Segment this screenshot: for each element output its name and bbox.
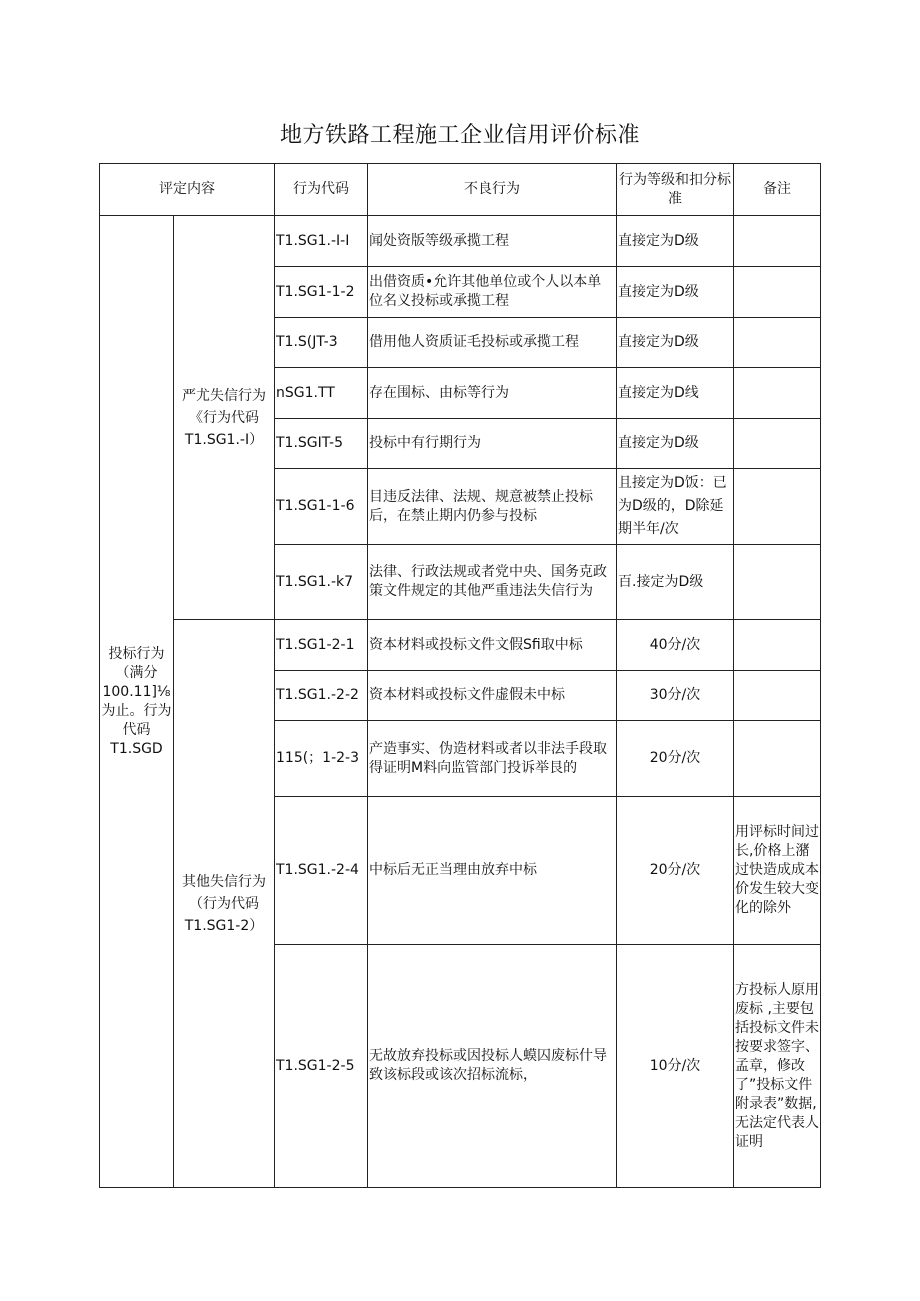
code-cell: T1.SG1.-I-I bbox=[275, 216, 368, 267]
remark-cell bbox=[734, 419, 821, 469]
header-code: 行为代码 bbox=[275, 164, 368, 216]
category-cell: 投标行为（满分100.11]⅛为止。行为代码T1.SGD bbox=[100, 216, 174, 1188]
code-cell: T1.SG1-2-5 bbox=[275, 945, 368, 1188]
remark-cell bbox=[734, 318, 821, 368]
code-cell: nSG1.TT bbox=[275, 368, 368, 419]
behavior-cell: 产造事实、伪造材料或者以非法手段取得证明M料向监管部门投诉举艮的 bbox=[368, 721, 617, 797]
code-cell: T1.SG1-1-2 bbox=[275, 267, 368, 318]
code-cell: T1.SG1-1-6 bbox=[275, 469, 368, 545]
grade-cell: 10分/次 bbox=[617, 945, 734, 1188]
grade-cell: 20分/次 bbox=[617, 797, 734, 945]
code-cell: T1.SG1-2-1 bbox=[275, 620, 368, 671]
behavior-cell: 目违反法律、法规、规意被禁止投标后，在禁止期内仍参与投标 bbox=[368, 469, 617, 545]
header-remark: 备注 bbox=[734, 164, 821, 216]
credit-evaluation-table bbox=[99, 163, 821, 1188]
remark-cell bbox=[734, 216, 821, 267]
behavior-cell: 资本材料或投标文件文假Sfi取中标 bbox=[368, 620, 617, 671]
behavior-cell: 资本材料或投标文件虚假未中标 bbox=[368, 671, 617, 721]
header-behavior: 不良行为 bbox=[368, 164, 617, 216]
remark-cell bbox=[734, 721, 821, 797]
grade-cell: 直接定为D线 bbox=[617, 368, 734, 419]
table-row bbox=[100, 620, 821, 671]
document-title: 地方铁路工程施工企业信用评价标准 bbox=[279, 123, 640, 148]
remark-cell: 方投标人原用废标 ,主要包括投标文件未按要求签字、孟章，修改了”投标文件附录表”数据,无法定代表人证明 bbox=[734, 945, 821, 1188]
remark-cell bbox=[734, 620, 821, 671]
behavior-cell: 存在围标、由标等行为 bbox=[368, 368, 617, 419]
code-cell: T1.SGIT-5 bbox=[275, 419, 368, 469]
grade-cell: 40分/次 bbox=[617, 620, 734, 671]
remark-cell bbox=[734, 671, 821, 721]
code-cell: 115(；1-2-3 bbox=[275, 721, 368, 797]
header-grade: 行为等级和扣分标准 bbox=[617, 164, 734, 216]
group-name-cell: 严尤失信行为《行为代码T1.SG1.-I） bbox=[174, 216, 275, 620]
remark-cell bbox=[734, 469, 821, 545]
header-row bbox=[100, 164, 821, 216]
behavior-cell: 投标中有行期行为 bbox=[368, 419, 617, 469]
code-cell: T1.SG1.-2-4 bbox=[275, 797, 368, 945]
remark-cell bbox=[734, 368, 821, 419]
grade-cell: 直接定为D级 bbox=[617, 216, 734, 267]
group-name-cell: 其他失信行为（行为代码T1.SG1-2） bbox=[174, 620, 275, 1188]
behavior-cell: 借用他人资质证毛投标或承揽工程 bbox=[368, 318, 617, 368]
remark-cell: 用评标时间过长,价格上潴过快造成成本价发生较大变化的除外 bbox=[734, 797, 821, 945]
grade-cell: 百.接定为D级 bbox=[617, 545, 734, 620]
code-cell: T1.S(JT-3 bbox=[275, 318, 368, 368]
header-content: 评定内容 bbox=[100, 164, 275, 216]
code-cell: T1.SG1.-k7 bbox=[275, 545, 368, 620]
grade-cell: 20分/次 bbox=[617, 721, 734, 797]
grade-cell: 直接定为D级 bbox=[617, 267, 734, 318]
remark-cell bbox=[734, 267, 821, 318]
remark-cell bbox=[734, 545, 821, 620]
behavior-cell: 闻处资版等级承揽工程 bbox=[368, 216, 617, 267]
behavior-cell: 法律、行政法规或者党中央、国务克政策文件规定的其他严重违法失信行为 bbox=[368, 545, 617, 620]
grade-cell: 直接定为D级 bbox=[617, 419, 734, 469]
grade-cell: 30分/次 bbox=[617, 671, 734, 721]
grade-cell: 且接定为D饭：已为D级的，D除延期半年/次 bbox=[617, 469, 734, 545]
grade-cell: 直接定为D级 bbox=[617, 318, 734, 368]
behavior-cell: 中标后无正当理由放弃中标 bbox=[368, 797, 617, 945]
behavior-cell: 无故放弃投标或因投标人蟆囚废标什导致该标段或该次招标流标， bbox=[368, 945, 617, 1188]
code-cell: T1.SG1.-2-2 bbox=[275, 671, 368, 721]
table-row bbox=[100, 216, 821, 267]
behavior-cell: 出借资质•允许其他单位或个人以本单位名义投标或承揽工程 bbox=[368, 267, 617, 318]
